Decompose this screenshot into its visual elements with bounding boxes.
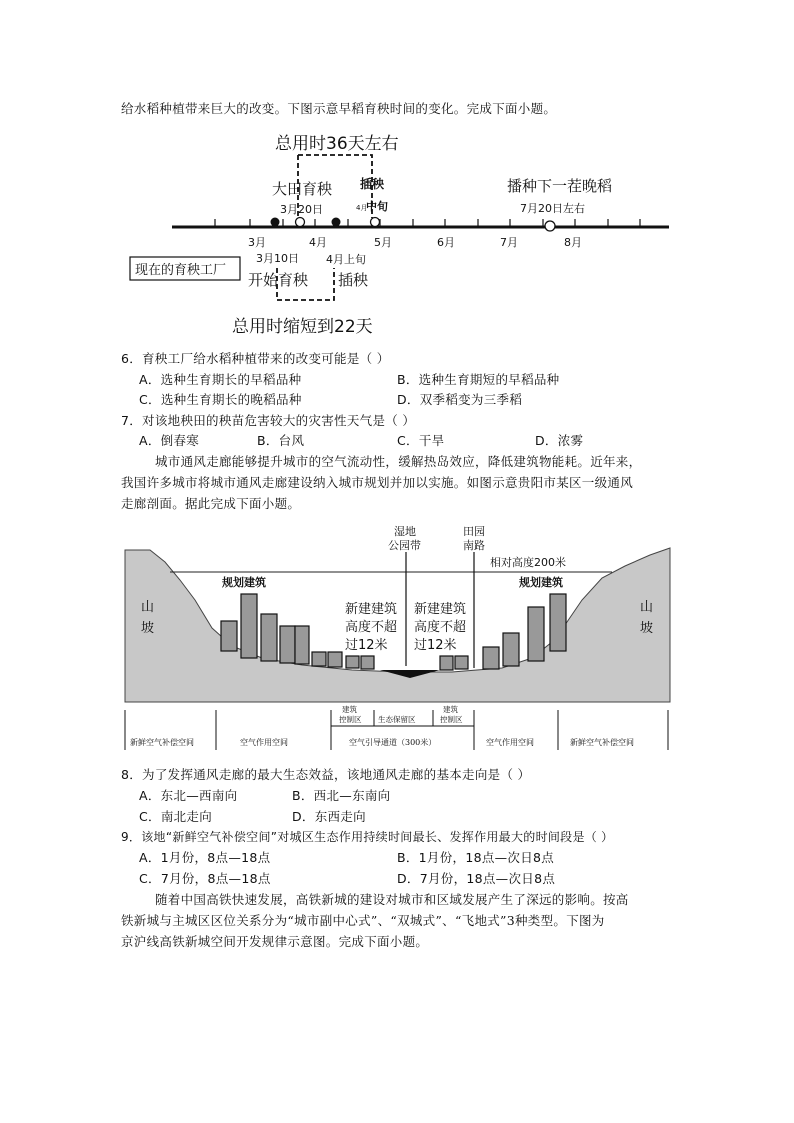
zone-build-control-left-1: 建筑: [342, 705, 357, 714]
slope-right-label-1: 山: [640, 600, 654, 615]
marker-apr-early: [332, 218, 341, 227]
question-7-stem: 7．对该地秧田的秧苗危害较大的灾害性天气是（ ）: [121, 413, 416, 428]
question-9-option-a: A．1月份，8点—18点: [139, 850, 271, 865]
question-6-option-c: C．选种生育期长的晚稻品种: [139, 392, 302, 407]
intro-paragraph-3-line-3: 京沪线高铁新城空间开发规律示意图。完成下面小题。: [121, 934, 429, 949]
month-label-6: 6月: [437, 236, 455, 249]
bottom-transplant-label: 插秧: [338, 271, 369, 289]
new-building-note-left-3: 过12米: [345, 638, 388, 653]
top-mar20-label: 3月20日: [280, 203, 323, 216]
new-building-note-right-3: 过12米: [414, 638, 457, 653]
question-7-option-a: A．倒春寒: [139, 433, 200, 448]
zone-fresh-air-left: 新鲜空气补偿空间: [130, 738, 194, 747]
question-7-option-c: C．干旱: [397, 433, 445, 448]
zone-air-action-right: 空气作用空间: [486, 738, 534, 747]
marker-mar10: [271, 218, 280, 227]
question-7-option-b: B．台风: [257, 433, 305, 448]
intro-paragraph-2-line-3: 走廊剖面。据此完成下面小题。: [121, 496, 301, 511]
ventilation-corridor-profile-figure: [0, 518, 794, 755]
bottom-start-label: 开始育秧: [248, 271, 309, 289]
month-label-5: 5月: [374, 236, 392, 249]
top-transplant-label: 插秧: [360, 177, 385, 191]
new-building-note-left-2: 高度不超: [345, 620, 398, 635]
new-buildings-right: [440, 656, 468, 670]
intro-paragraph-3-line-2: 铁新城与主城区区位关系分为“城市副中心式”、“双城式”、“飞地式”3种类型。下图为: [121, 913, 605, 928]
top-transplant-month: 4月: [356, 204, 368, 212]
marker-mar20: [296, 218, 305, 227]
bottom-apr-early-label: 4月上旬: [326, 253, 366, 266]
slope-left-label-1: 山: [141, 600, 155, 615]
intro-paragraph-3-line-1: 随着中国高铁快速发展，高铁新城的建设对城市和区域发展产生了深远的影响。按高: [155, 892, 629, 907]
month-label-7: 7月: [500, 236, 518, 249]
zone-build-control-right-1: 建筑: [443, 705, 458, 714]
top-total-label: 总用时36天左右: [275, 134, 399, 154]
question-8-option-b: B．西北—东南向: [292, 788, 391, 803]
question-9-option-b: B．1月份，18点—次日8点: [397, 850, 555, 865]
month-label-3: 3月: [248, 236, 266, 249]
intro-paragraph-1: 给水稻种植带来巨大的改变。下图示意早稻育秧时间的变化。完成下面小题。: [121, 101, 557, 116]
new-buildings-left: [346, 656, 374, 669]
slope-left-label-2: 坡: [141, 621, 155, 636]
month-label-4: 4月: [309, 236, 327, 249]
bottom-mar10-label: 3月10日: [256, 252, 299, 265]
question-8-option-d: D．东西走向: [292, 809, 366, 824]
planned-building-label-right: 规划建筑: [519, 576, 563, 589]
question-6-stem: 6．育秧工厂给水稻种植带来的改变可能是（ ）: [121, 351, 390, 366]
zone-build-control-right-2: 控制区: [440, 715, 463, 724]
planned-building-label-left: 规划建筑: [222, 576, 266, 589]
question-8-option-a: A．东北—西南向: [139, 788, 238, 803]
question-6-option-d: D．双季稻变为三季稻: [397, 392, 523, 407]
zone-eco-reserve: 生态保留区: [378, 715, 416, 724]
question-9-option-c: C．7月份，8点—18点: [139, 871, 271, 886]
intro-paragraph-2-line-2: 我国许多城市将城市通风走廊建设纳入城市规划并加以实施。如图示意贵阳市某区一级通风: [121, 475, 634, 490]
question-8-stem: 8．为了发挥通风走廊的最大生态效益，该地通风走廊的基本走向是（ ）: [121, 767, 531, 782]
new-building-note-right-1: 新建建筑: [414, 602, 467, 617]
new-building-note-right-2: 高度不超: [414, 620, 467, 635]
rice-seedling-timeline-figure: [0, 125, 794, 340]
wetland-label-2: 公园带: [388, 539, 421, 552]
factory-label: 现在的育秧工厂: [135, 263, 227, 278]
terrain-cross-section: [125, 548, 670, 702]
zone-air-action-left: 空气作用空间: [240, 738, 288, 747]
question-9-stem: 9．该地“新鲜空气补偿空间”对城区生态作用持续时间最长、发挥作用最大的时间段是（ ）: [121, 830, 614, 844]
month-label-8: 8月: [564, 236, 582, 249]
relative-height-label: 相对高度200米: [490, 556, 566, 569]
marker-apr-mid: [371, 218, 380, 227]
bottom-total-label: 总用时缩短到22天: [232, 317, 373, 337]
field-road-label-1: 田园: [463, 525, 485, 538]
zone-build-control-left-2: 控制区: [339, 715, 362, 724]
top-late-sow-label: 播种下一茬晚稻: [507, 177, 613, 195]
intro-paragraph-2-line-1: 城市通风走廊能够提升城市的空气流动性，缓解热岛效应，降低建筑物能耗。近年来，: [155, 454, 642, 469]
question-6-option-a: A．选种生育期长的早稻品种: [139, 372, 302, 387]
top-transplant-mid: 中旬: [366, 200, 388, 213]
zone-fresh-air-right: 新鲜空气补偿空间: [570, 738, 634, 747]
question-8-option-c: C．南北走向: [139, 809, 213, 824]
new-building-note-left-1: 新建建筑: [345, 602, 398, 617]
question-7-option-d: D．浓雾: [535, 433, 584, 448]
field-road-label-2: 南路: [463, 539, 485, 552]
question-9-option-d: D．7月份，18点—次日8点: [397, 871, 556, 886]
question-6-option-b: B．选种生育期短的早稻品种: [397, 372, 560, 387]
wetland-label-1: 湿地: [394, 525, 416, 538]
zone-air-guide-channel: 空气引导通道（300米）: [349, 738, 437, 747]
slope-right-label-2: 坡: [640, 621, 654, 636]
top-field-raise-label: 大田育秧: [272, 180, 333, 198]
marker-jul20: [545, 221, 555, 231]
top-jul20-label: 7月20日左右: [520, 202, 585, 215]
